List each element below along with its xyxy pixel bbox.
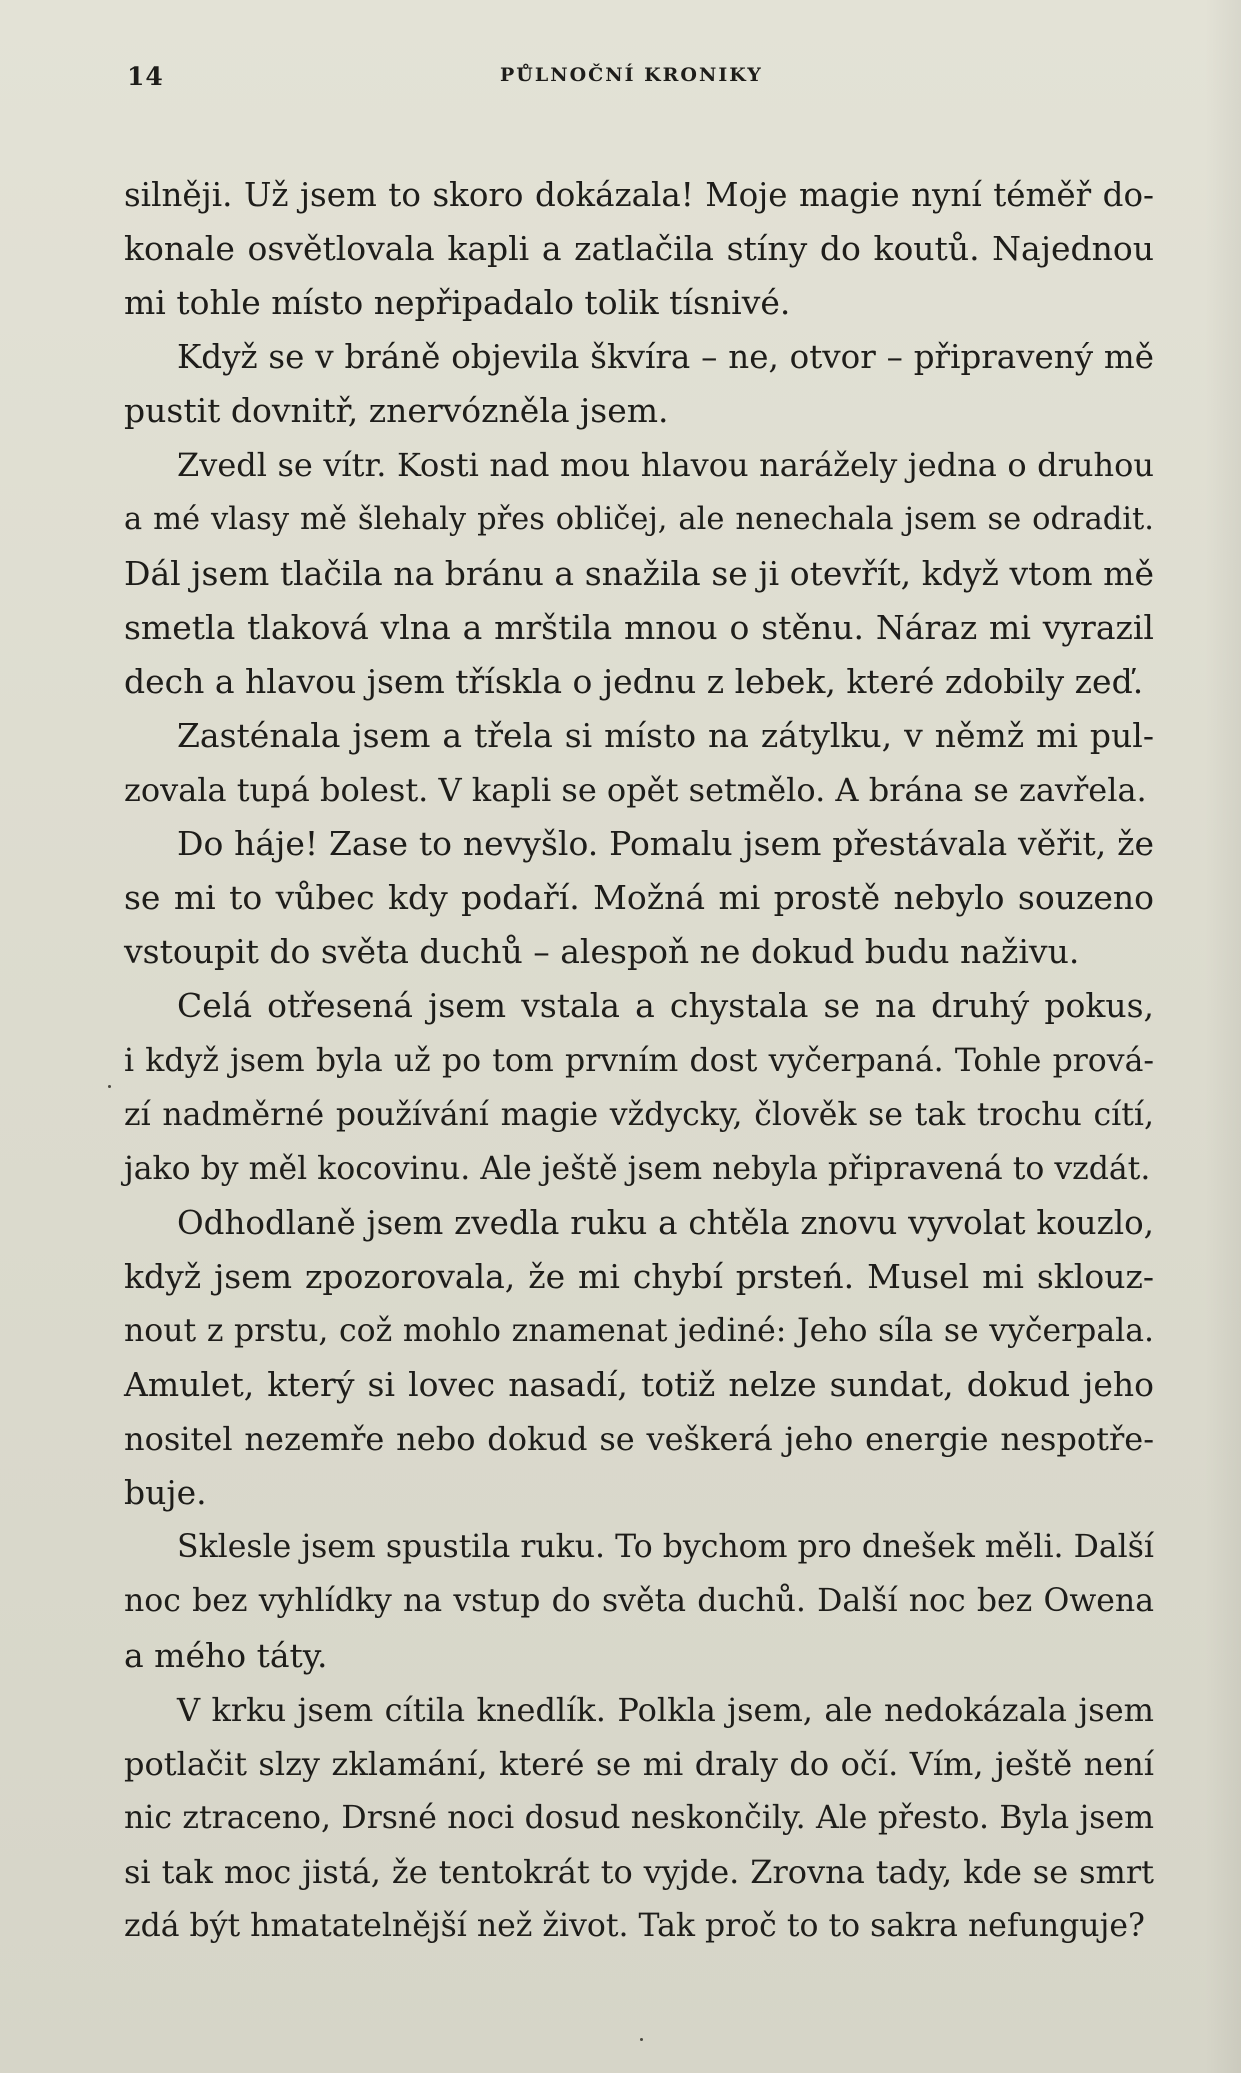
text-line: V krku jsem cítila knedlík. Polkla jsem, ale nedokázala jsem: [177, 1690, 1154, 1729]
text-line: Když se v bráně objevila škvíra – ne, otvor – připravený mě: [177, 338, 1154, 377]
text-line: Zvedl se vítr. Kosti nad mou hlavou narážely jedna o druhou: [177, 446, 1154, 485]
text-line: buje.: [124, 1473, 207, 1513]
text-line: Zasténala jsem a třela si místo na zátylku, v němž mi pul-: [177, 715, 1154, 755]
running-title: PŮLNOČNÍ KRONIKY: [500, 64, 763, 86]
text-line: Sklesle jsem spustila ruku. To bychom pro dnešek měli. Další: [177, 1529, 1154, 1566]
print-speck: [108, 1085, 111, 1088]
text-line: Celá otřesená jsem vstala a chystala se na druhý pokus,: [177, 986, 1154, 1026]
text-line: jako by měl kocovinu. Ale ještě jsem nebyla připravená to vzdát.: [124, 1150, 1151, 1187]
text-line: zovala tupá bolest. V kapli se opět setmělo. A brána se zavřela.: [124, 771, 1147, 810]
print-speck: [640, 2038, 643, 2041]
text-line: a mého táty.: [124, 1635, 328, 1675]
text-line: se mi to vůbec kdy podaří. Možná mi prostě nebylo souzeno: [124, 878, 1154, 918]
text-line: nositel nezemře nebo dokud se veškerá jeho energie nespotře-: [124, 1420, 1154, 1459]
text-line: potlačit slzy zklamání, které se mi draly do očí. Vím, ještě není: [124, 1744, 1154, 1783]
text-line: smetla tlaková vlna a mrštila mnou o stěnu. Náraz mi vyrazil: [124, 607, 1154, 647]
text-line: i když jsem byla už po tom prvním dost vyčerpaná. Tohle prová-: [124, 1042, 1154, 1079]
text-line: Amulet, který si lovec nasadí, totiž nelze sundat, dokud jeho: [124, 1365, 1154, 1405]
text-line: silněji. Už jsem to skoro dokázala! Moje magie nyní téměř do-: [124, 176, 1154, 214]
text-line: noc bez vyhlídky na vstup do světa duchů. Další noc bez Owena: [124, 1583, 1154, 1620]
text-line: zdá být hmatatelnější než život. Tak proč to to sakra nefunguje?: [124, 1908, 1145, 1944]
page-edge-shadow: [1205, 0, 1241, 2073]
text-line: zí nadměrné používání magie vždycky, člověk se tak trochu cítí,: [124, 1096, 1154, 1133]
text-line: nic ztraceno, Drsné noci dosud neskončily. Ale přesto. Byla jsem: [124, 1799, 1154, 1836]
body-text: [124, 170, 1154, 1955]
text-line: konale osvětlovala kapli a zatlačila stíny do koutů. Najednou: [124, 229, 1154, 269]
text-line: Do háje! Zase to nevyšlo. Pomalu jsem přestávala věřit, že: [177, 824, 1154, 864]
text-line: nout z prstu, což mohlo znamenat jediné: Jeho síla se vyčerpala.: [124, 1312, 1154, 1349]
text-line: Odhodlaně jsem zvedla ruku a chtěla znovu vyvolat kouzlo,: [177, 1203, 1154, 1242]
text-line: a mé vlasy mě šlehaly přes obličej, ale nenechala jsem se odradit.: [124, 501, 1154, 537]
text-line: si tak moc jistá, že tentokrát to vyjde. Zrovna tady, kde se smrt: [124, 1852, 1154, 1891]
text-line: když jsem zpozorovala, že mi chybí prsteń. Musel mi sklouz-: [124, 1256, 1154, 1296]
page-number: 14: [127, 62, 164, 91]
text-line: dech a hlavou jsem třískla o jednu z lebek, které zdobily zeď.: [124, 661, 1144, 701]
text-line: mi tohle místo nepřipadalo tolik tísnivé.: [124, 283, 791, 323]
text-line: pustit dovnitř, znervózněla jsem.: [124, 391, 669, 431]
text-line: vstoupit do světa duchů – alespoň ne dokud budu naživu.: [124, 932, 1080, 972]
text-line: Dál jsem tlačila na bránu a snažila se ji otevřít, když vtom mě: [124, 553, 1154, 593]
